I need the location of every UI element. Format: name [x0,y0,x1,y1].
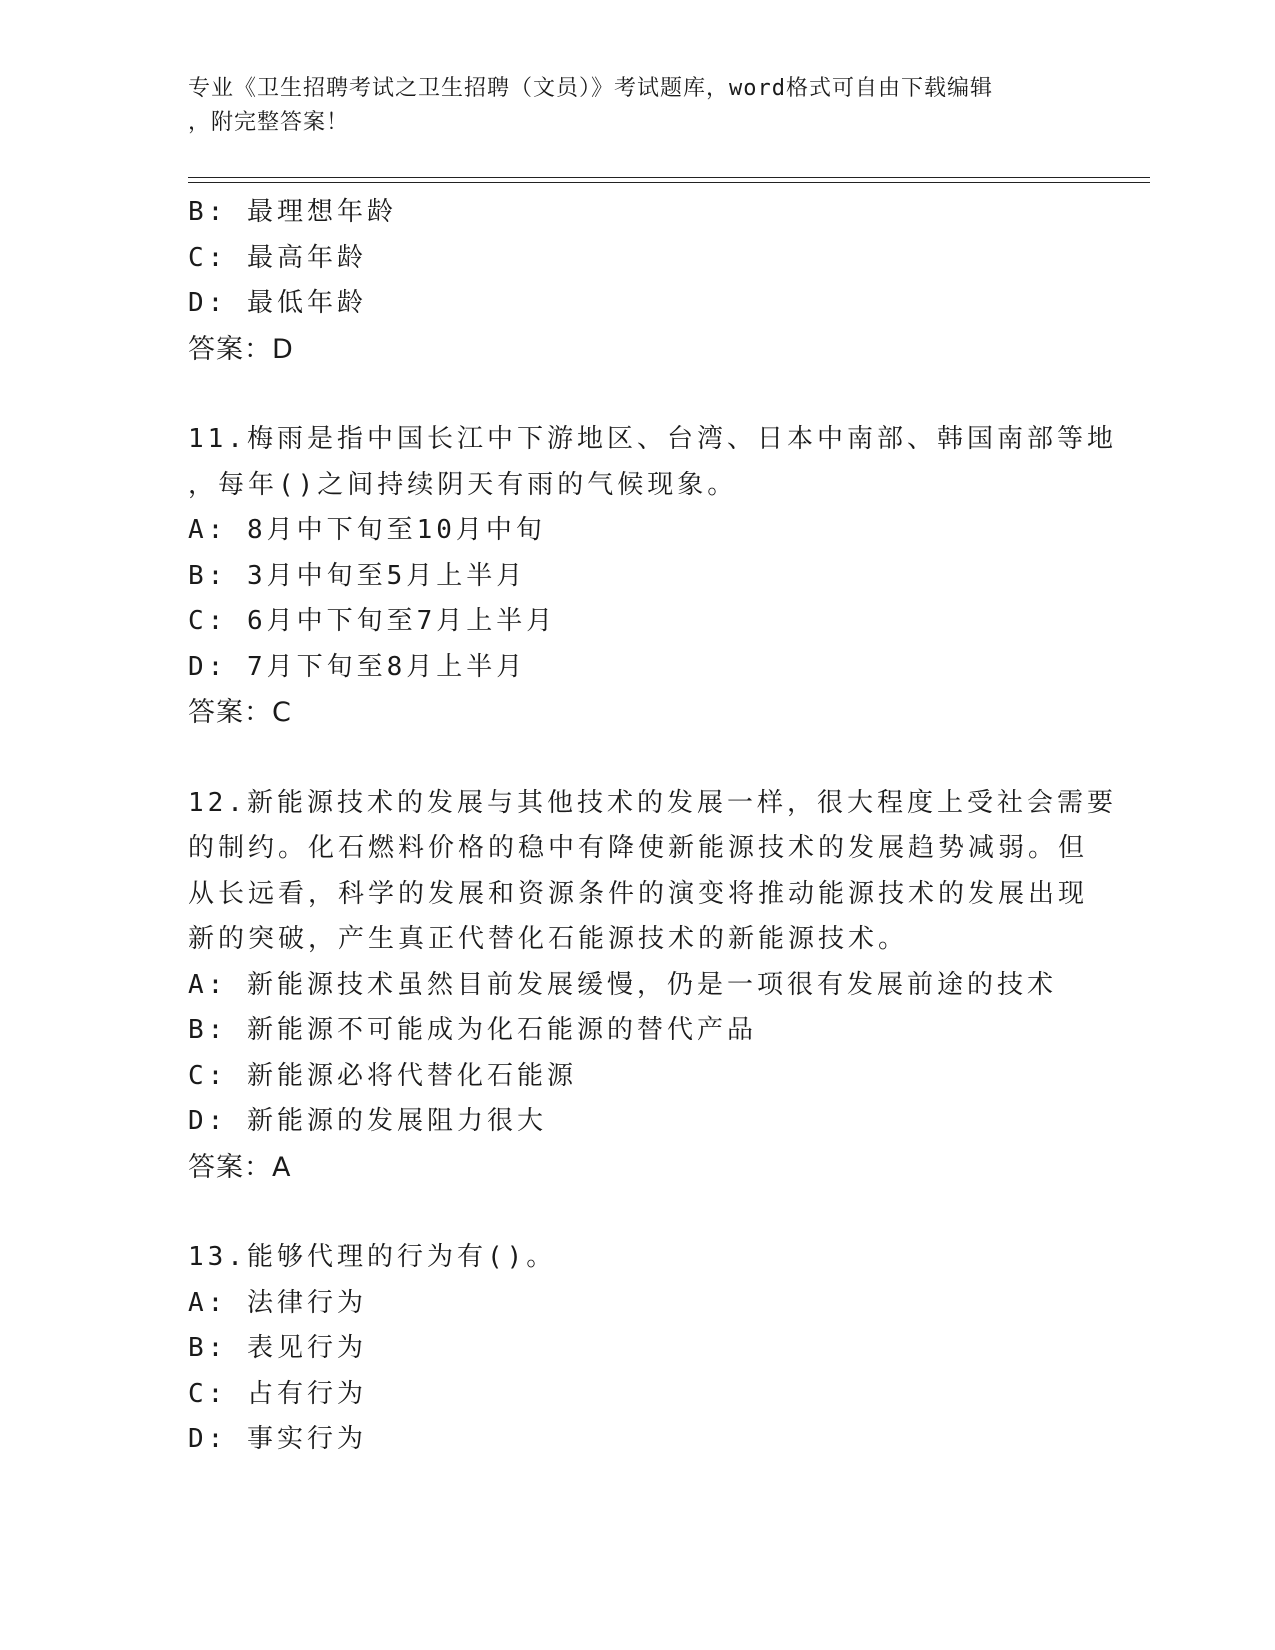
q10-option-b: B: 最理想年龄 [188,197,397,227]
q12-text-line-4: 新的突破，产生真正代替化石能源技术的新能源技术。 [188,924,909,954]
q13-text-line-1: 13.能够代理的行为有()。 [188,1242,557,1272]
q12-text-line-3: 从长远看，科学的发展和资源条件的演变将推动能源技术的发展出现 [188,878,1089,909]
q11-answer: 答案：C [188,697,292,728]
spacer [188,372,1068,417]
question-13 [188,1235,1068,1463]
q11-text-line-1: 11.梅雨是指中国长江中下游地区、台湾、日本中南部、韩国南部等地 [188,424,1117,454]
q10-option-c: C: 最高年龄 [188,242,367,273]
q10-answer: 答案：D [188,333,294,365]
spacer [188,736,1068,781]
header-divider-bottom [188,182,1150,183]
q12-text-line-1: 12.新能源技术的发展与其他技术的发展一样，很大程度上受社会需要 [188,787,1117,818]
q13-option-c: C: 占有行为 [188,1378,367,1409]
q12-text-line-2: 的制约。化石燃料价格的稳中有降使新能源技术的发展趋势减弱。但 [188,833,1089,863]
spacer [188,1190,1068,1235]
q13-option-d: D: 事实行为 [188,1424,367,1454]
q11-text-line-2: ，每年()之间持续阴天有雨的气候现象。 [188,469,738,500]
q11-option-d: D: 7月下旬至8月上半月 [188,651,527,682]
header-line-2: ，附完整答案！ [188,110,350,135]
question-11 [188,417,1117,736]
q13-option-b: B: 表见行为 [188,1333,367,1363]
header-divider-top [188,177,1150,178]
question-list [188,190,1117,1463]
q10-option-d: D: 最低年龄 [188,288,367,318]
header-line-1: 专业《卫生招聘考试之卫生招聘（文员）》考试题库，word格式可自由下载编辑 [188,76,993,101]
q11-option-c: C: 6月中下旬至7月上半月 [188,606,557,636]
document-header [188,72,1068,140]
q12-option-a: A: 新能源技术虽然目前发展缓慢，仍是一项很有发展前途的技术 [188,969,1057,1000]
q12-answer: 答案：A [188,1151,292,1183]
q11-option-a: A: 8月中下旬至10月中旬 [188,515,546,545]
q13-option-a: A: 法律行为 [188,1287,367,1318]
q11-option-b: B: 3月中旬至5月上半月 [188,560,527,591]
question-10 [188,190,1068,372]
question-12 [188,781,1117,1191]
q12-option-c: C: 新能源必将代替化石能源 [188,1060,577,1091]
q12-option-d: D: 新能源的发展阻力很大 [188,1106,547,1136]
q12-option-b: B: 新能源不可能成为化石能源的替代产品 [188,1015,757,1045]
